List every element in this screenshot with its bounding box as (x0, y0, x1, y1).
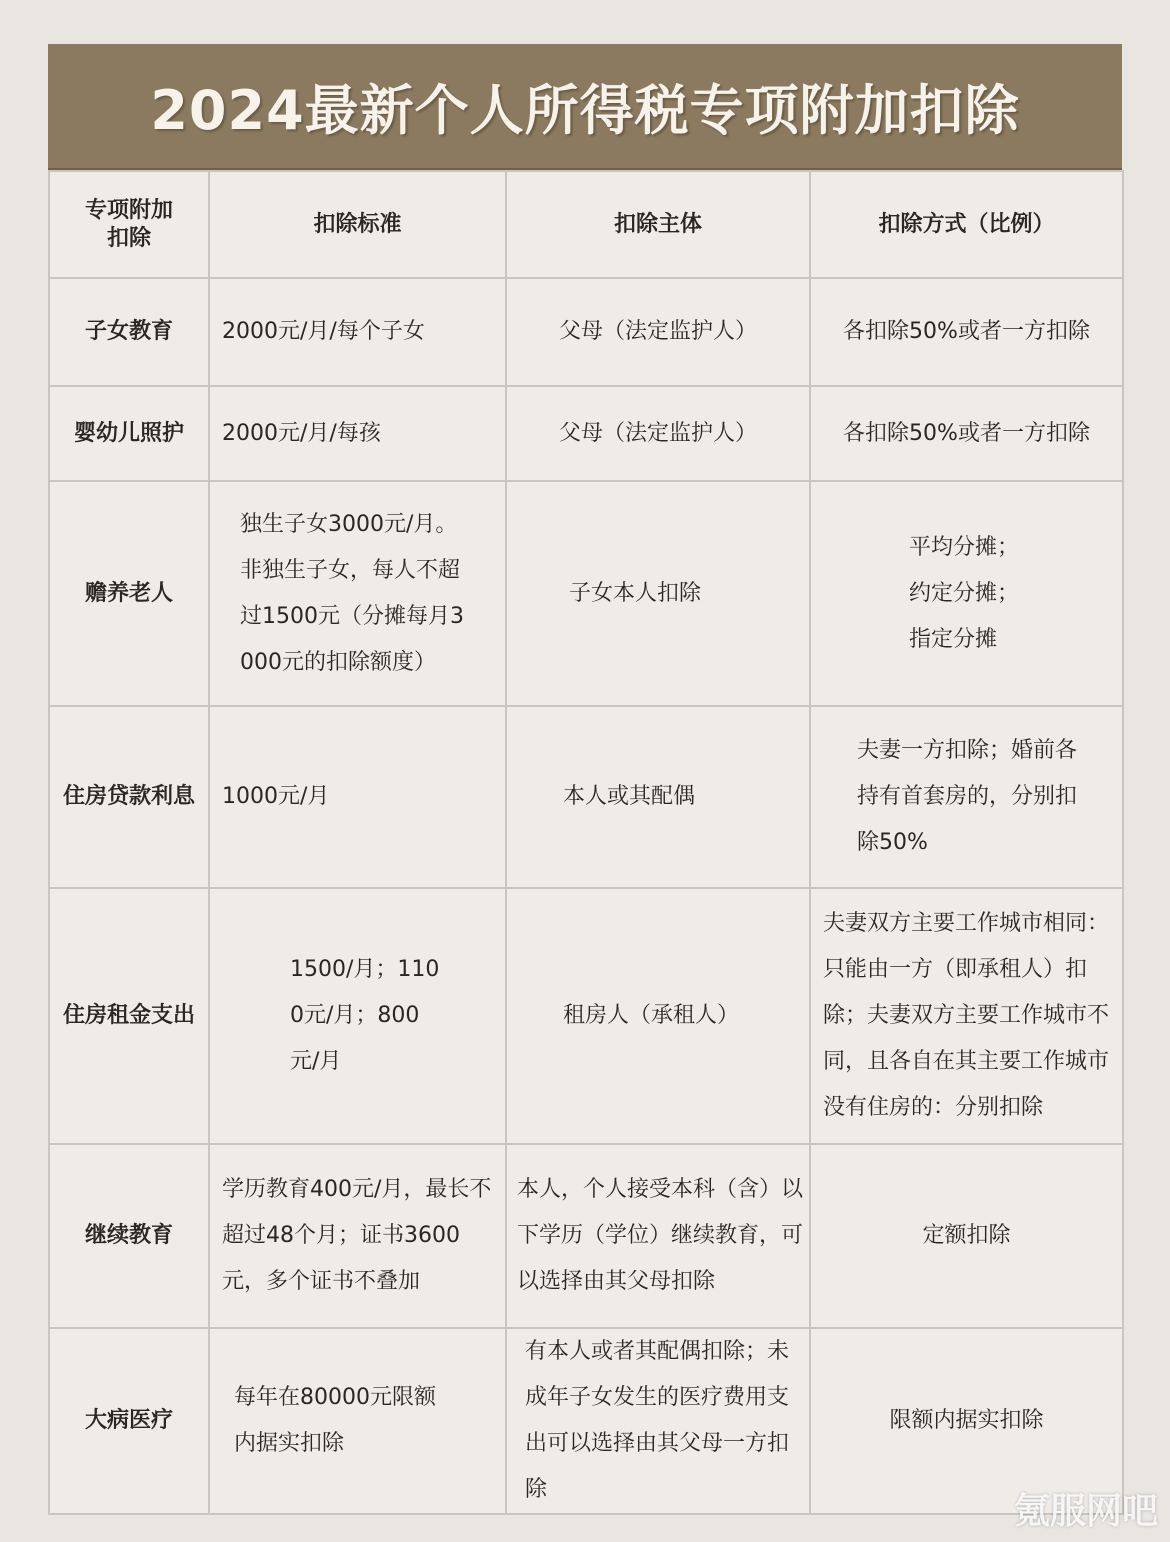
table-row (49, 706, 1123, 888)
row-subject: 租房人（承租人） (506, 888, 810, 1144)
row-standard: 独生子女3000元/月。非独生子女，每人不超过1500元（分摊每月3000元的扣除额度） (209, 481, 506, 706)
table-row (49, 1144, 1123, 1328)
table-row (49, 386, 1123, 481)
row-subject: 父母（法定监护人） (506, 278, 810, 386)
header-row (49, 171, 1123, 278)
row-method: 限额内据实扣除 (810, 1328, 1123, 1514)
header-method: 扣除方式（比例） (810, 171, 1123, 278)
row-subject: 本人或其配偶 (506, 706, 810, 888)
title-bar (48, 44, 1122, 170)
table-row (49, 481, 1123, 706)
row-category: 赡养老人 (49, 481, 209, 706)
table-row (49, 888, 1123, 1144)
row-standard: 1500/月；1100元/月；800元/月 (209, 888, 506, 1144)
page-title: 2024最新个人所得税专项附加扣除 (150, 78, 1020, 142)
row-category: 大病医疗 (49, 1328, 209, 1514)
table-row (49, 278, 1123, 386)
row-category: 住房贷款利息 (49, 706, 209, 888)
deduction-table (48, 170, 1124, 1515)
row-standard: 2000元/月/每个子女 (209, 278, 506, 386)
row-subject: 本人，个人接受本科（含）以下学历（学位）继续教育，可以选择由其父母扣除 (506, 1144, 810, 1328)
header-standard: 扣除标准 (209, 171, 506, 278)
row-category: 继续教育 (49, 1144, 209, 1328)
row-standard: 2000元/月/每孩 (209, 386, 506, 481)
row-category: 子女教育 (49, 278, 209, 386)
row-standard: 每年在80000元限额内据实扣除 (209, 1328, 506, 1514)
row-standard: 1000元/月 (209, 706, 506, 888)
table-row (49, 1328, 1123, 1514)
row-subject: 有本人或者其配偶扣除；未成年子女发生的医疗费用支出可以选择由其父母一方扣除 (506, 1328, 810, 1514)
row-subject: 父母（法定监护人） (506, 386, 810, 481)
watermark: 氪服网吧 (1013, 1491, 1158, 1532)
row-method: 夫妻双方主要工作城市相同：只能由一方（即承租人）扣除；夫妻双方主要工作城市不同，且各自在其主要工作城市没有住房的：分别扣除 (810, 888, 1123, 1144)
row-method: 各扣除50%或者一方扣除 (810, 386, 1123, 481)
row-method: 各扣除50%或者一方扣除 (810, 278, 1123, 386)
row-method: 平均分摊；约定分摊；指定分摊 (810, 481, 1123, 706)
row-standard: 学历教育400元/月，最长不超过48个月；证书3600元，多个证书不叠加 (209, 1144, 506, 1328)
deduction-sheet (48, 44, 1122, 1515)
row-method: 夫妻一方扣除；婚前各持有首套房的，分别扣除50% (810, 706, 1123, 888)
row-category: 婴幼儿照护 (49, 386, 209, 481)
header-category: 专项附加扣除 (49, 171, 209, 278)
header-subject: 扣除主体 (506, 171, 810, 278)
row-method: 定额扣除 (810, 1144, 1123, 1328)
row-category: 住房租金支出 (49, 888, 209, 1144)
row-subject: 子女本人扣除 (506, 481, 810, 706)
